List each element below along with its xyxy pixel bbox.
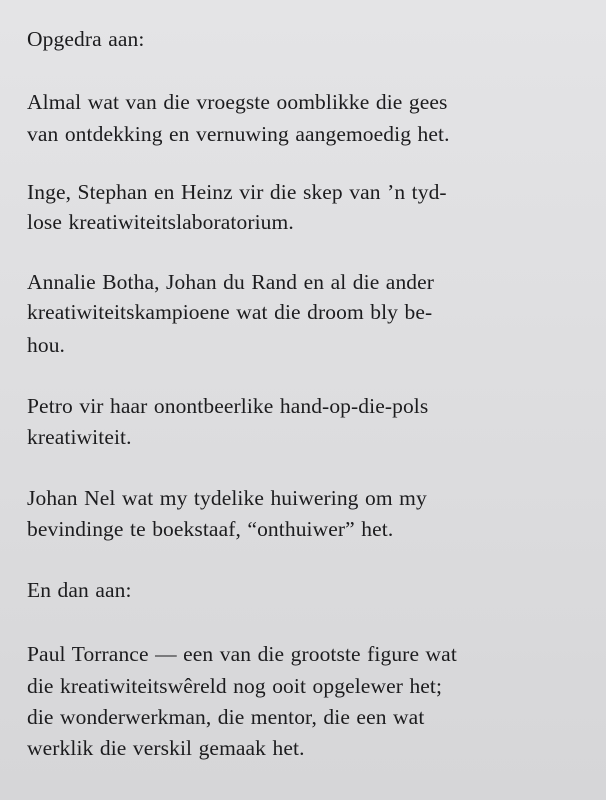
- text-line: die wonderwerkman, die mentor, die een wat: [27, 705, 425, 729]
- text-line: En dan aan:: [27, 578, 132, 602]
- text-line: kreatiwiteitskampioene wat die droom bly be-: [27, 300, 433, 324]
- text-line: Paul Torrance — een van die grootste figure wat: [27, 642, 457, 666]
- text-line: Petro vir haar onontbeerlike hand-op-die-pols: [27, 394, 429, 418]
- text-line: Almal wat van die vroegste oomblikke die gees: [27, 90, 448, 114]
- text-line: van ontdekking en vernuwing aangemoedig het.: [27, 122, 450, 146]
- text-line: Annalie Botha, Johan du Rand en al die ander: [27, 270, 435, 294]
- text-line: kreatiwiteit.: [27, 425, 132, 449]
- text-line: lose kreatiwiteitslaboratorium.: [27, 210, 294, 234]
- text-line: hou.: [27, 333, 66, 357]
- text-line: Johan Nel wat my tydelike huiwering om my: [27, 486, 427, 510]
- text-line: die kreatiwiteitswêreld nog ooit opgelewer het;: [27, 674, 443, 698]
- text-line: werklik die verskil gemaak het.: [27, 736, 305, 760]
- text-line: bevindinge te boekstaaf, “onthuiwer” het.: [27, 517, 394, 541]
- text-line: Opgedra aan:: [27, 27, 145, 51]
- text-line: Inge, Stephan en Heinz vir die skep van ’n tyd-: [27, 180, 447, 204]
